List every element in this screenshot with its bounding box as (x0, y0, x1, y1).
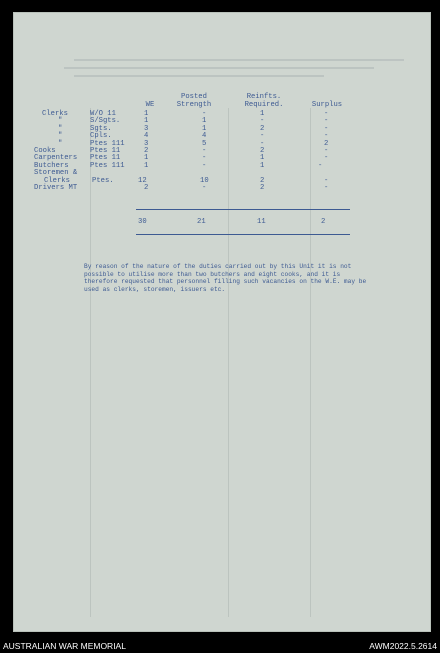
row-posted: 10 (200, 176, 209, 185)
table-row (14, 155, 430, 162)
header-posted-line1: Posted (181, 93, 207, 101)
row-label: Butchers (34, 161, 69, 170)
row-reinfts: 1 (260, 161, 265, 170)
row-we: 1 (144, 161, 149, 170)
row-posted: 5 (202, 139, 207, 148)
row-reinfts: 2 (260, 176, 265, 185)
totals-rule-top (136, 209, 350, 210)
row-reinfts: 2 (260, 184, 265, 192)
totals-rule-bottom (136, 234, 350, 235)
row-rank: Ptes 11 (90, 147, 121, 155)
row-rank: Ptes 111 (90, 161, 125, 170)
row-label: Clerks (44, 176, 70, 185)
row-posted: - (202, 110, 207, 118)
row-rank: Sgts. (90, 124, 112, 133)
table-row (14, 111, 430, 118)
row-label: " (58, 117, 63, 126)
row-rank: Ptes. (92, 176, 114, 185)
total-reinfts: 11 (257, 218, 266, 226)
row-we: 3 (144, 139, 149, 148)
row-reinfts: 1 (260, 154, 265, 163)
row-posted: - (202, 161, 207, 170)
table-row (14, 141, 430, 148)
row-surplus: - (324, 132, 329, 141)
manning-table (14, 110, 329, 207)
table-row (14, 118, 430, 125)
row-reinfts: 2 (260, 124, 265, 133)
row-we: 12 (138, 176, 147, 185)
row-surplus: - (324, 117, 329, 126)
row-reinfts: - (260, 117, 265, 126)
header-posted-line2: Strength (176, 101, 212, 109)
row-reinfts: 2 (260, 147, 265, 155)
row-reinfts: - (260, 132, 265, 141)
row-label: Cooks (34, 147, 56, 155)
row-posted: 1 (202, 117, 207, 126)
row-posted: 4 (202, 132, 207, 141)
row-we: 2 (144, 147, 149, 155)
total-posted: 21 (197, 218, 206, 226)
row-rank: Cpls. (90, 132, 112, 141)
row-surplus: - (324, 184, 329, 192)
row-label: Clerks (42, 110, 68, 118)
header-reinfts-required (236, 93, 292, 109)
row-label: " (58, 132, 63, 141)
row-label: Storemen & (34, 169, 78, 178)
row-label: Carpenters (34, 154, 78, 163)
table-row (14, 170, 430, 177)
row-we: 1 (144, 117, 149, 126)
row-we: 1 (144, 110, 149, 118)
row-surplus: - (324, 147, 329, 155)
row-we: 2 (144, 184, 149, 192)
total-surplus: 2 (321, 218, 326, 226)
row-rank: W/O 11 (90, 110, 116, 118)
header-we: WE (145, 101, 155, 109)
row-posted: - (202, 147, 207, 155)
row-surplus: - (324, 124, 329, 133)
row-surplus: 2 (324, 139, 329, 148)
row-rank: S/Sgts. (90, 117, 121, 126)
row-posted: - (202, 184, 207, 192)
header-reinfts-line2: Required. (244, 101, 284, 109)
table-row (14, 133, 430, 140)
row-reinfts: 1 (260, 110, 265, 118)
row-posted: - (202, 154, 207, 163)
row-we: 4 (144, 132, 149, 141)
table-row (14, 185, 430, 192)
row-label: Drivers MT (34, 184, 78, 192)
row-we: 3 (144, 124, 149, 133)
row-surplus: - (324, 110, 329, 118)
header-reinfts-line1: Reinfts. (246, 93, 282, 101)
header-surplus: Surplus (311, 101, 343, 109)
table-row (14, 126, 430, 133)
footer-accession-number: AWM2022.5.2614 (369, 641, 437, 651)
row-rank: Ptes 11 (90, 154, 121, 163)
footer-credit: AUSTRALIAN WAR MEMORIAL (3, 641, 126, 651)
row-posted: 1 (202, 124, 207, 133)
totals-row (14, 219, 430, 227)
row-rank: Ptes 111 (90, 139, 125, 148)
row-reinfts: - (260, 139, 265, 148)
row-surplus: - (324, 154, 329, 163)
total-we: 30 (138, 218, 147, 226)
bleed-through-text (44, 53, 414, 83)
row-label: " (58, 124, 63, 133)
row-we: 1 (144, 154, 149, 163)
explanatory-paragraph: By reason of the nature of the duties carried out by this Unit it is not possible to utilise more than two butchers and eight cooks, and it is therefore requested that personnel filling such vacancies on the W.E. may be used as clerks, storemen, issuers etc. (84, 263, 367, 293)
row-label: " (58, 139, 63, 148)
document-page (13, 12, 431, 632)
row-surplus: - (324, 176, 329, 185)
row-surplus: - (318, 161, 323, 170)
header-posted-strength (164, 93, 224, 109)
